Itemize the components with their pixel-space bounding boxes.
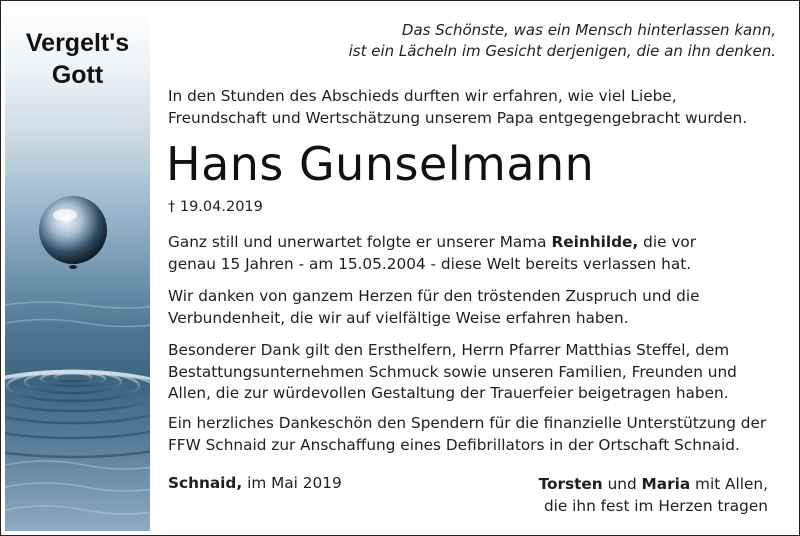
sidebar-heading xyxy=(5,27,150,91)
paragraph-2-line-2: Verbundenheit, die wir auf vielfältige Weise erfahren haben. xyxy=(168,308,629,327)
signature-block xyxy=(539,474,768,517)
date-of-death: † 19.04.2019 xyxy=(168,199,263,215)
date-text: im Mai 2019 xyxy=(242,474,342,492)
quote-block xyxy=(349,20,776,62)
paragraph-1-line-2: genau 15 Jahren - am 15.05.2004 - diese Welt bereits verlassen hat. xyxy=(168,254,692,273)
heading-line-1: Vergelt's xyxy=(25,29,130,57)
droplet-shape xyxy=(39,196,107,264)
ripple-rings xyxy=(5,371,150,457)
paragraph-1-line-1: Ganz still und unerwartet folgte er unserer Mama Reinhilde, die vor xyxy=(168,233,697,251)
signature-line-1: Torsten und Maria mit Allen, xyxy=(538,475,768,493)
deceased-name: Hans Gunselmann xyxy=(166,137,595,191)
paragraph-4-line-2: FFW Schnaid zur Anschaffung eines Defibrillators in der Ortschaft Schnaid. xyxy=(168,435,740,454)
paragraph-3-line-1: Besonderer Dank gilt den Ersthelfern, Herrn Pfarrer Matthias Steffel, dem xyxy=(168,341,730,359)
intro-line-1: In den Stunden des Abschieds durften wir erfahren, wie viel Liebe, xyxy=(168,87,677,105)
paragraph-2 xyxy=(168,286,700,329)
paragraph-3-line-2: Bestattungsunternehmen Schmuck sowie unseren Familien, Freunden und xyxy=(168,362,737,381)
paragraph-1 xyxy=(168,232,696,275)
paragraph-3-line-3: Allen, die zur würdevollen Gestaltung der Trauerfeier beigetragen haben. xyxy=(168,384,729,402)
signer-1: Torsten xyxy=(538,475,603,493)
mother-name: Reinhilde, xyxy=(551,233,639,251)
heading-line-2: Gott xyxy=(51,61,104,89)
place-name: Schnaid, xyxy=(168,474,243,492)
signature-line-2: die ihn fest im Herzen tragen xyxy=(543,496,768,515)
sidebar-panel xyxy=(5,5,150,531)
intro-paragraph xyxy=(168,86,747,129)
intro-line-2: Freundschaft und Wertschätzung unserem Papa entgegengebracht wurden. xyxy=(168,108,748,127)
quote-line-1: Das Schönste, was ein Mensch hinterlassen kann, xyxy=(401,21,776,39)
place-date xyxy=(168,474,342,492)
paragraph-2-line-1: Wir danken von ganzem Herzen für den tröstenden Zuspruch und die xyxy=(168,287,700,305)
paragraph-3 xyxy=(168,340,737,405)
paragraph-4-line-1: Ein herzliches Dankeschön den Spendern für die finanzielle Unterstützung der xyxy=(168,414,767,432)
paragraph-4 xyxy=(168,413,766,456)
signer-2: Maria xyxy=(641,475,691,493)
quote-line-2: ist ein Lächeln im Gesicht derjenigen, die an ihn denken. xyxy=(348,42,776,60)
